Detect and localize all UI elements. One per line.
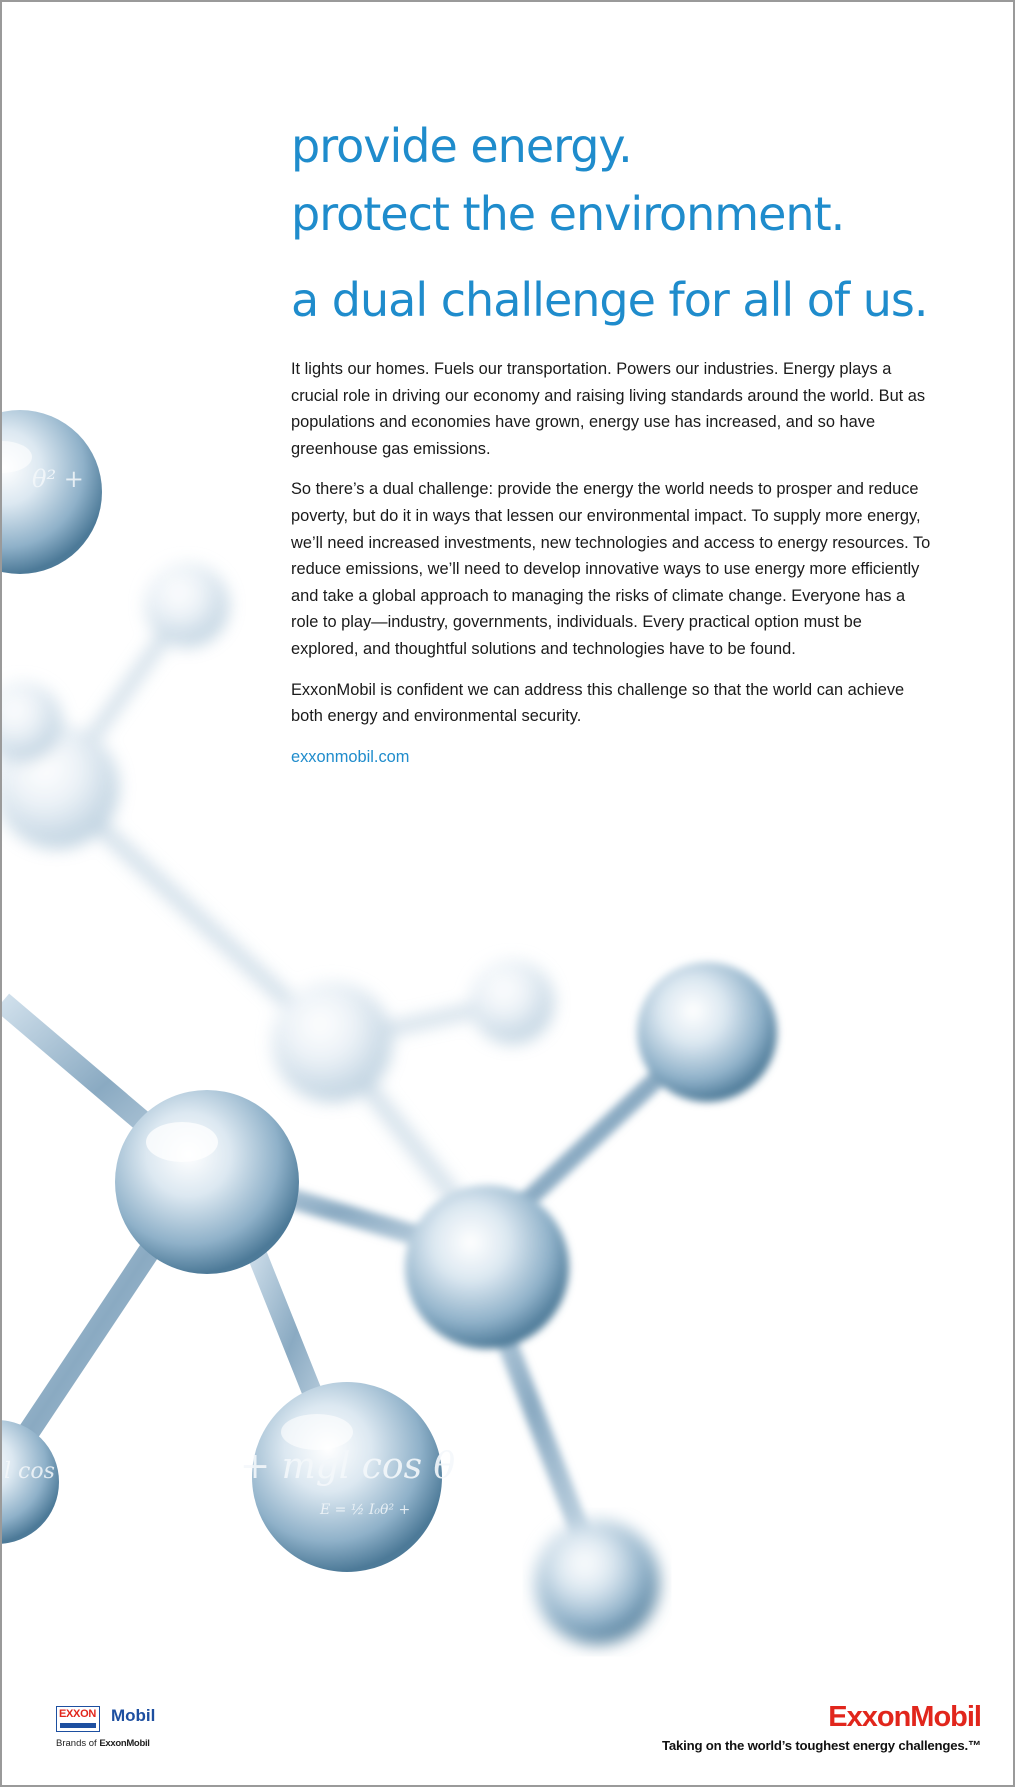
exxon-logo [56,1706,100,1732]
paragraph-3: ExxonMobil is confident we can address this challenge so that the world can achieve both energy and environmental security. [291,680,905,726]
atom-top-right [637,962,777,1102]
exxon-logo-bar [60,1723,96,1728]
atom-central [115,1090,299,1274]
website-link[interactable]: exxonmobil.com [291,747,410,766]
exxonmobil-wordmark: ExxonMobil [828,1701,981,1733]
paragraph-2: So there’s a dual challenge: provide the energy the world needs to prosper and reduce poverty, but do it in ways that lessen our environmental impact. To supply more energy, we’ll need increased investments, new technologies and access to energy resources. To reduce emissions, we’ll need to develop innovative ways to use energy more efficiently and take a global approach to managing the risks of climate change. Everyone has a role to play—industry, governments, individuals. Every practical option must be explored, and thoughtful solutions and technologies have to be found. [291,480,931,658]
exxonmobil-logo-block [621,1700,981,1760]
formula-small-2: l cos [4,1459,55,1484]
headline-line-3: a dual challenge for all of us. [291,273,928,327]
paragraph-1: It lights our homes. Fuels our transportation. Powers our industries. Energy plays a crucial role in driving our economy and raising living standards around the world. But as populations and economies have grown, energy use has increased, and so have greenhouse gas emissions. [291,360,926,458]
headline-line-1: provide energy. [291,119,632,173]
tagline: Taking on the world’s toughest energy challenges.™ [661,1738,981,1753]
exxon-logo-text: EXXON [58,1708,96,1720]
atom-bottom-right [535,1520,659,1644]
brands-of-company: ExxonMobil [99,1738,150,1749]
formula-main: + mgl cos θ [240,1446,456,1487]
headline [291,112,991,334]
formula-small-1: E = ½ I₀θ² + [320,1502,411,1518]
brands-logos [54,1704,204,1754]
brands-of-prefix: Brands of [56,1738,97,1749]
headline-line-2: protect the environment. [291,187,845,241]
body-copy [291,356,931,770]
brands-of-text [56,1738,150,1749]
formula-small-3: θ² + [32,465,84,493]
atom-right-mid [405,1185,569,1349]
mobil-logo: Mobil [111,1706,156,1725]
